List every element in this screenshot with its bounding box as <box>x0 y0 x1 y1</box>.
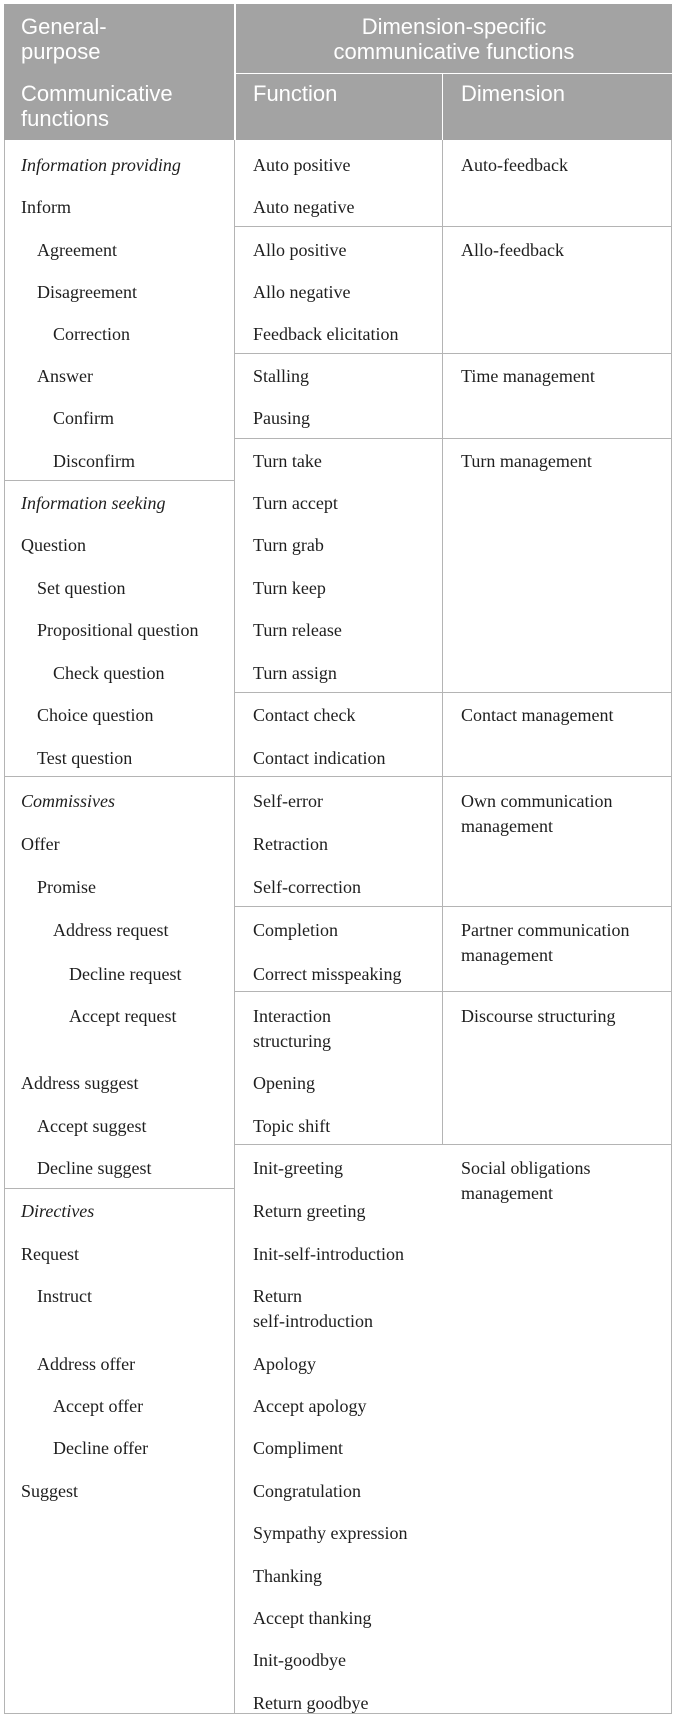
header-divider <box>234 4 236 140</box>
row-divider <box>235 353 672 354</box>
fn-accept-apology: Accept apology <box>253 1396 367 1416</box>
fn-allo-negative: Allo negative <box>253 282 351 302</box>
gp-question: Question <box>21 535 86 555</box>
gp-inform: Inform <box>21 197 71 217</box>
fn-apology: Apology <box>253 1354 316 1374</box>
gp-directives: Directives <box>21 1201 95 1221</box>
dim-own-communication-line2: management <box>461 816 553 836</box>
fn-turn-release: Turn release <box>253 620 342 640</box>
gp-instruct: Instruct <box>37 1286 92 1306</box>
fn-compliment: Compliment <box>253 1438 343 1458</box>
header-general-purpose-line2: purpose <box>21 39 101 64</box>
gp-offer: Offer <box>21 834 60 854</box>
gp-answer: Answer <box>37 366 93 386</box>
fn-feedback-elicitation: Feedback elicitation <box>253 324 399 344</box>
gp-decline-request: Decline request <box>69 964 182 984</box>
fn-retraction: Retraction <box>253 834 328 854</box>
dim-turn-management: Turn management <box>461 451 592 471</box>
header-general-purpose-line1: General- <box>21 14 107 39</box>
dim-contact-management: Contact management <box>461 705 614 725</box>
fn-init-greeting: Init-greeting <box>253 1158 343 1178</box>
dim-auto-feedback: Auto-feedback <box>461 155 568 175</box>
fn-accept-thanking: Accept thanking <box>253 1608 372 1628</box>
fn-self-correction: Self-correction <box>253 877 361 897</box>
fn-return-greeting: Return greeting <box>253 1201 366 1221</box>
header-dimension-specific-line2: communicative functions <box>333 39 575 64</box>
gp-address-suggest: Address suggest <box>21 1073 139 1093</box>
column-divider <box>234 140 235 1714</box>
dim-discourse-structuring: Discourse structuring <box>461 1006 616 1026</box>
fn-turn-assign: Turn assign <box>253 663 337 683</box>
gp-information-providing: Information providing <box>21 155 181 175</box>
fn-self-error: Self-error <box>253 791 323 811</box>
row-divider <box>235 438 672 439</box>
fn-turn-keep: Turn keep <box>253 578 326 598</box>
gp-propositional-question: Propositional question <box>37 620 199 640</box>
header-function: Function <box>253 81 338 106</box>
fn-opening: Opening <box>253 1073 315 1093</box>
header-dimension-specific-line1: Dimension-specific <box>361 14 547 39</box>
dim-social-obligations-line1: Social obligations <box>461 1158 591 1178</box>
row-divider <box>4 480 234 481</box>
gp-suggest: Suggest <box>21 1481 79 1501</box>
header-divider <box>236 73 672 74</box>
header-divider <box>442 74 443 140</box>
fn-return-self-introduction-line2: self-introduction <box>253 1311 373 1331</box>
fn-allo-positive: Allo positive <box>253 240 347 260</box>
gp-check-question: Check question <box>53 663 165 683</box>
header-dimension: Dimension <box>461 81 565 106</box>
fn-correct-misspeaking: Correct misspeaking <box>253 964 402 984</box>
gp-disagreement: Disagreement <box>37 282 137 302</box>
fn-turn-take: Turn take <box>253 451 322 471</box>
gp-address-offer: Address offer <box>37 1354 136 1374</box>
gp-disconfirm: Disconfirm <box>53 451 135 471</box>
gp-accept-suggest: Accept suggest <box>37 1116 147 1136</box>
gp-commissives: Commissives <box>21 791 115 811</box>
fn-turn-accept: Turn accept <box>253 493 338 513</box>
gp-address-request: Address request <box>53 920 169 940</box>
fn-init-goodbye: Init-goodbye <box>253 1650 346 1670</box>
fn-topic-shift: Topic shift <box>253 1116 331 1136</box>
gp-decline-offer: Decline offer <box>53 1438 149 1458</box>
gp-agreement: Agreement <box>37 240 117 260</box>
gp-promise: Promise <box>37 877 97 897</box>
dim-allo-feedback: Allo-feedback <box>461 240 564 260</box>
gp-request: Request <box>21 1244 79 1264</box>
row-divider <box>235 776 672 777</box>
fn-interaction-structuring-line2: structuring <box>253 1031 331 1051</box>
dim-time-management: Time management <box>461 366 595 386</box>
fn-return-goodbye: Return goodbye <box>253 1693 369 1713</box>
header-communicative-functions-line2: functions <box>21 106 110 131</box>
row-divider <box>235 991 672 992</box>
dim-partner-communication-line1: Partner communication <box>461 920 630 940</box>
fn-completion: Completion <box>253 920 338 940</box>
gp-choice-question: Choice question <box>37 705 154 725</box>
fn-stalling: Stalling <box>253 366 310 386</box>
row-divider <box>235 226 672 227</box>
fn-return-self-introduction-line1: Return <box>253 1286 302 1306</box>
column-divider <box>442 140 443 1144</box>
gp-accept-offer: Accept offer <box>53 1396 144 1416</box>
header-communicative-functions-line1: Communicative <box>21 81 173 106</box>
gp-accept-request: Accept request <box>69 1006 177 1026</box>
fn-contact-indication: Contact indication <box>253 748 386 768</box>
gp-correction: Correction <box>53 324 130 344</box>
gp-information-seeking: Information seeking <box>21 493 166 513</box>
row-divider <box>4 1188 234 1189</box>
fn-congratulation: Congratulation <box>253 1481 361 1501</box>
fn-pausing: Pausing <box>253 408 311 428</box>
dim-partner-communication-line2: management <box>461 945 553 965</box>
gp-set-question: Set question <box>37 578 126 598</box>
fn-interaction-structuring-line1: Interaction <box>253 1006 331 1026</box>
fn-contact-check: Contact check <box>253 705 356 725</box>
fn-turn-grab: Turn grab <box>253 535 324 555</box>
dim-social-obligations-line2: management <box>461 1183 553 1203</box>
fn-auto-positive: Auto positive <box>253 155 351 175</box>
row-divider <box>235 906 672 907</box>
row-divider <box>235 1144 672 1145</box>
fn-thanking: Thanking <box>253 1566 322 1586</box>
gp-test-question: Test question <box>37 748 133 768</box>
dim-own-communication-line1: Own communication <box>461 791 613 811</box>
gp-confirm: Confirm <box>53 408 114 428</box>
gp-decline-suggest: Decline suggest <box>37 1158 152 1178</box>
fn-sympathy-expression: Sympathy expression <box>253 1523 408 1543</box>
row-divider <box>4 776 234 777</box>
fn-init-self-introduction: Init-self-introduction <box>253 1244 404 1264</box>
row-divider <box>235 692 672 693</box>
fn-auto-negative: Auto negative <box>253 197 355 217</box>
